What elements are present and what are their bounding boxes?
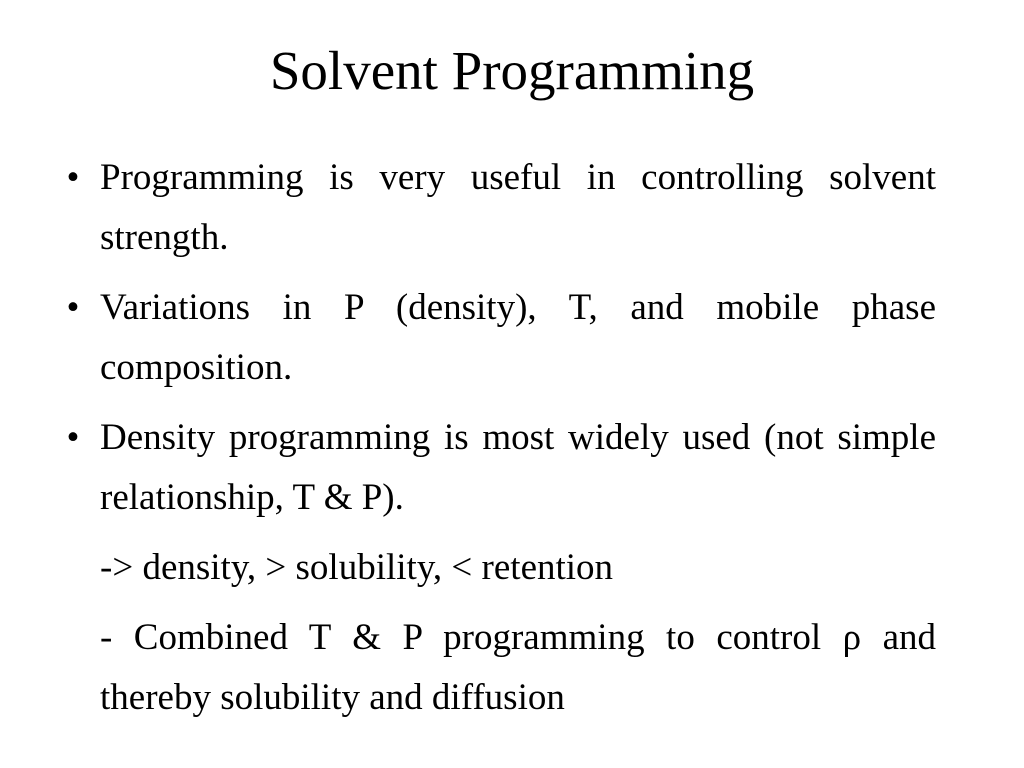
bullet-item-1 — [58, 148, 936, 268]
bullet-text-2: Variations in P (density), T, and mobile phase composition. — [100, 287, 936, 388]
sub-line-2: - Combined T & P programming to control ρ and thereby solubility and diffusion — [100, 617, 936, 718]
slide-title: Solvent Programming — [269, 40, 755, 101]
bullet-dot-icon: • — [66, 417, 80, 458]
bullet-dot-icon: • — [66, 157, 80, 198]
bullet-item-2 — [58, 278, 936, 398]
sub-line-1: -> density, > solubility, < retention — [100, 547, 614, 588]
bullet-list — [58, 148, 936, 738]
bullet-item-3 — [58, 408, 936, 528]
bullet-dot-icon: • — [66, 287, 80, 328]
bullet-text-1: Programming is very useful in controlling solvent strength. — [100, 157, 936, 258]
bullet-text-3: Density programming is most widely used (not simple relationship, T & P). — [100, 417, 936, 518]
